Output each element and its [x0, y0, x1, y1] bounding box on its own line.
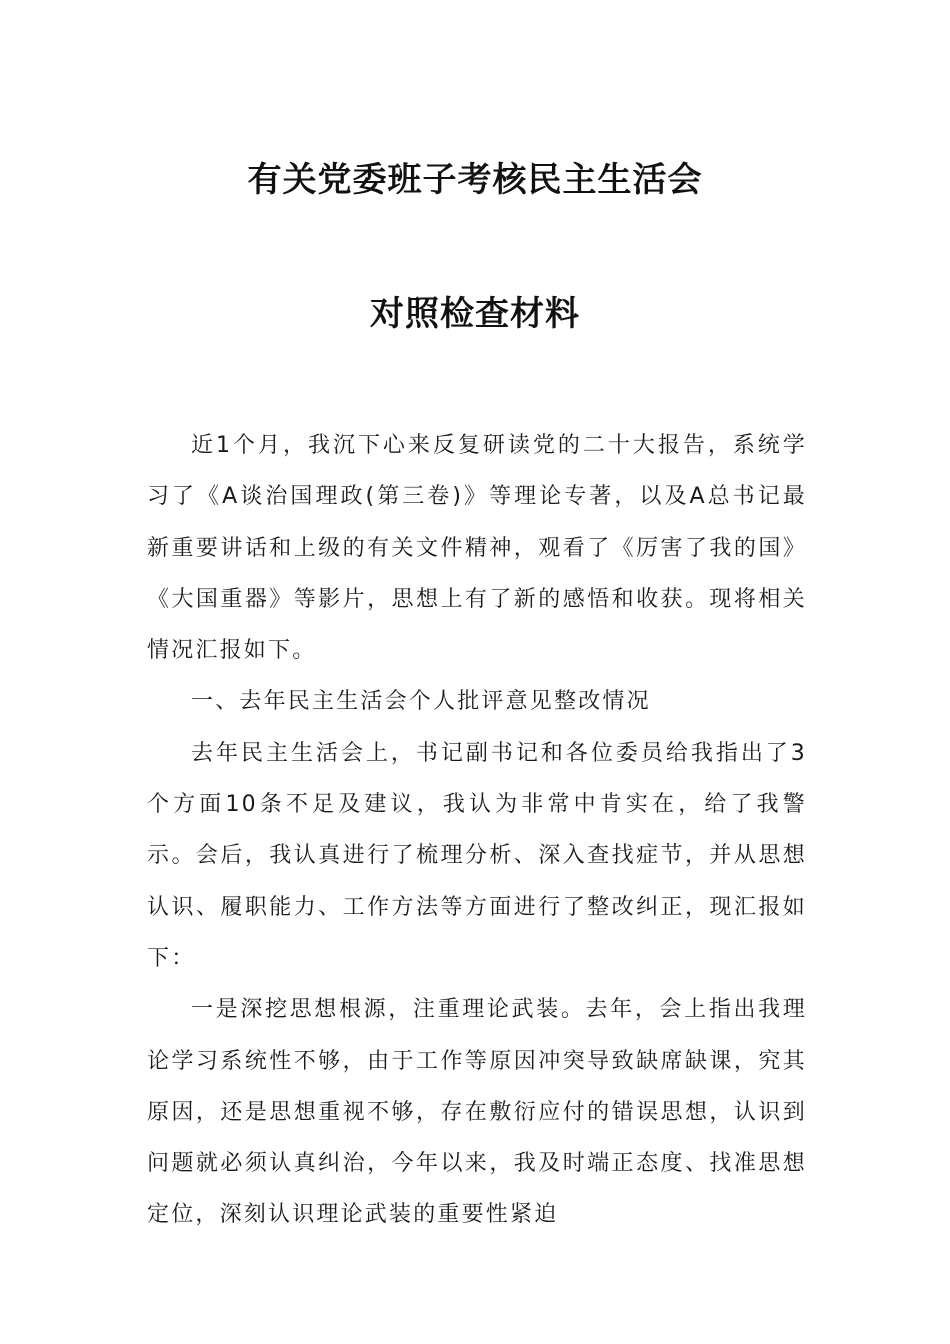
- paragraph-intro: 近1个月，我沉下心来反复研读党的二十大报告，系统学习了《A谈治国理政(第三卷)》等理论专著，以及A总书记最新重要讲话和上级的有关文件精神，观看了《厉害了我的国》《大国重器》等影片，思想上有了新的感悟和收获。现将相关情况汇报如下。: [147, 433, 807, 664]
- document-body: [147, 420, 807, 1241]
- paragraph-section-1-summary: 去年民主生活会上，书记副书记和各位委员给我指出了3个方面10条不足及建议，我认为非常中肯实在，给了我警示。会后，我认真进行了梳理分析、深入查找症节，并从思想认识、履职能力、工作方法等方面进行了整改纠正，现汇报如下：: [147, 740, 807, 971]
- document-title-line-1: 有关党委班子考核民主生活会: [247, 160, 703, 200]
- document-title-line-2: 对照检查材料: [370, 294, 580, 334]
- section-heading-1: 一、去年民主生活会个人批评意见整改情况: [191, 689, 651, 715]
- paragraph-point-1: 一是深挖思想根源，注重理论武装。去年，会上指出我理论学习系统性不够，由于工作等原因冲突导致缺席缺课，究其原因，还是思想重视不够，存在敷衍应付的错误思想，认识到问题就必须认真纠治，今年以来，我及时端正态度、找准思想定位，深刻认识理论武装的重要性紧迫: [147, 997, 807, 1228]
